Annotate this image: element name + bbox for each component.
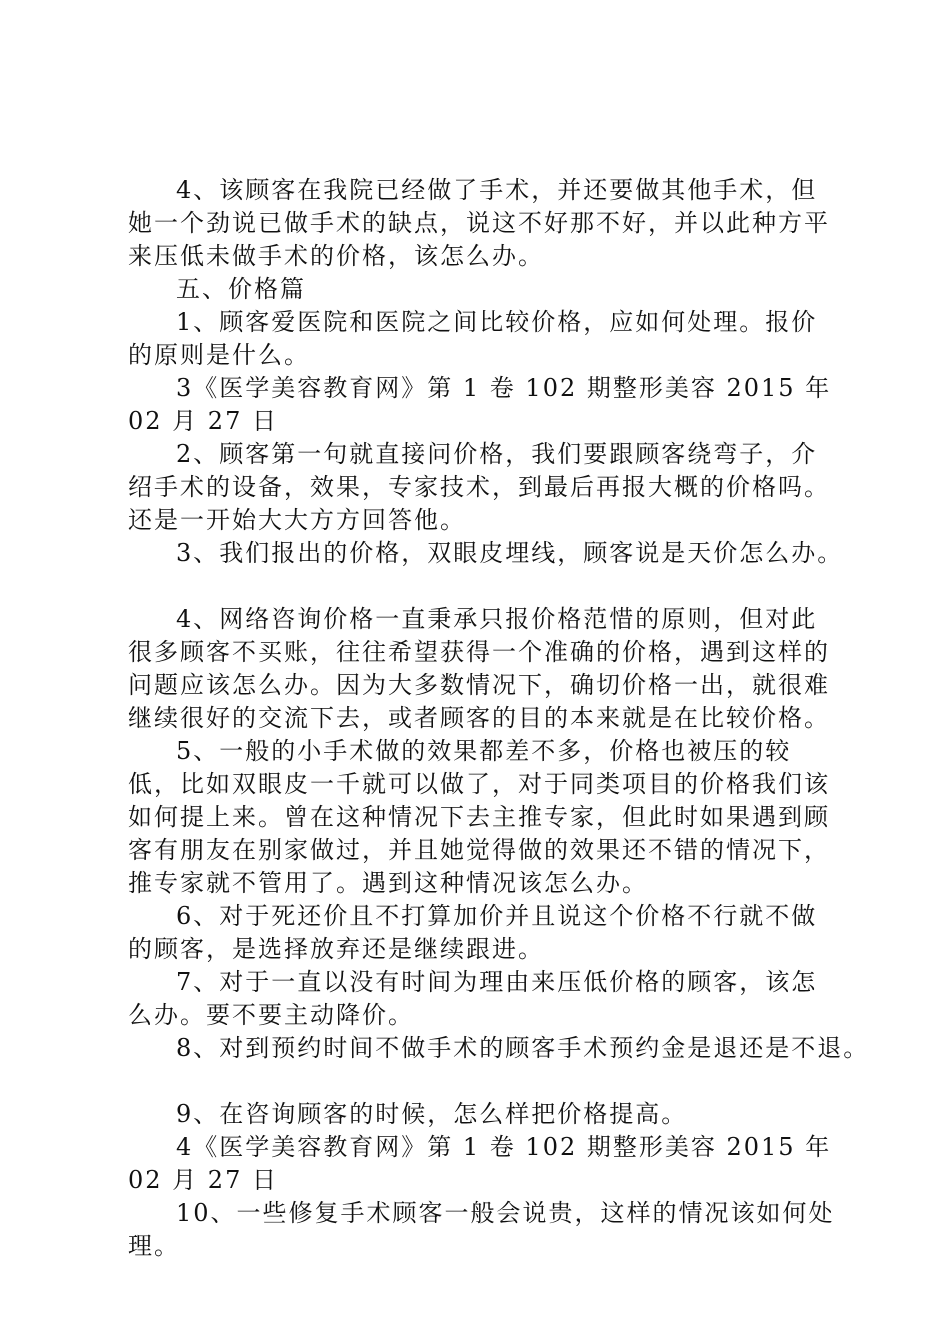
paragraph-q4-existing-surgery: 4、该顾客在我院已经做了手术，并还要做其他手术，但她一个劲说已做手术的缺点，说这不好那不好，并以此种方平来压低未做手术的价格，该怎么办。 (128, 176, 830, 270)
paragraph-q10-repair-surgery: 10、一些修复手术顾客一般会说贵，这样的情况该如何处理。 (128, 1199, 835, 1260)
section-heading-price: 五、价格篇 (176, 275, 306, 303)
paragraph-q8-deposit: 8、对到预约时间不做手术的顾客手术预约金是退还是不退。 (176, 1034, 870, 1062)
paragraph-q9-raise-price: 9、在咨询顾客的时候，怎么样把价格提高。 (176, 1100, 688, 1128)
paragraph-q3-sky-high-price: 3、我们报出的价格，双眼皮埋线，顾客说是天价怎么办。 (176, 539, 844, 567)
paragraph-q4-online-price: 4、网络咨询价格一直秉承只报价格范惜的原则，但对此很多顾客不买账，往往希望获得一个准确的价格，遇到这样的问题应该怎么办。因为大多数情况下，确切价格一出，就很难继续很好的交流下去，或者顾客的目的本来就是在比较价格。 (128, 605, 830, 732)
paragraph-q7-no-time: 7、对于一直以没有时间为理由来压低价格的顾客，该怎么办。要不要主动降价。 (128, 968, 818, 1029)
spacer (128, 1065, 838, 1098)
document-body (128, 174, 870, 1263)
paragraph-q5-minor-surgery: 5、一般的小手术做的效果都差不多，价格也被压的较低，比如双眼皮一千就可以做了，对于同类项目的价格我们该如何提上来。曾在这种情况下去主推专家，但此时如果遇到顾客有朋友在别家做过，并且她觉得做的效果还不错的情况下，推专家就不管用了。遇到这种情况该怎么办。 (128, 737, 830, 897)
paragraph-q1-compare-prices: 1、顾客爱医院和医院之间比较价格，应如何处理。报价的原则是什么。 (128, 308, 818, 369)
page-footer-3: 3《医学美容教育网》第 1 卷 102 期整形美容 2015 年 02 月 27 日 (128, 374, 832, 435)
spacer (128, 570, 838, 603)
page-footer-4: 4《医学美容教育网》第 1 卷 102 期整形美容 2015 年 02 月 27 日 (128, 1133, 832, 1194)
paragraph-q6-hard-bargain: 6、对于死还价且不打算加价并且说这个价格不行就不做的顾客，是选择放弃还是继续跟进。 (128, 902, 818, 963)
paragraph-q2-first-asks-price: 2、顾客第一句就直接问价格，我们要跟顾客绕弯子，介绍手术的设备，效果，专家技术，到最后再报大概的价格吗。还是一开始大大方方回答他。 (128, 440, 830, 534)
